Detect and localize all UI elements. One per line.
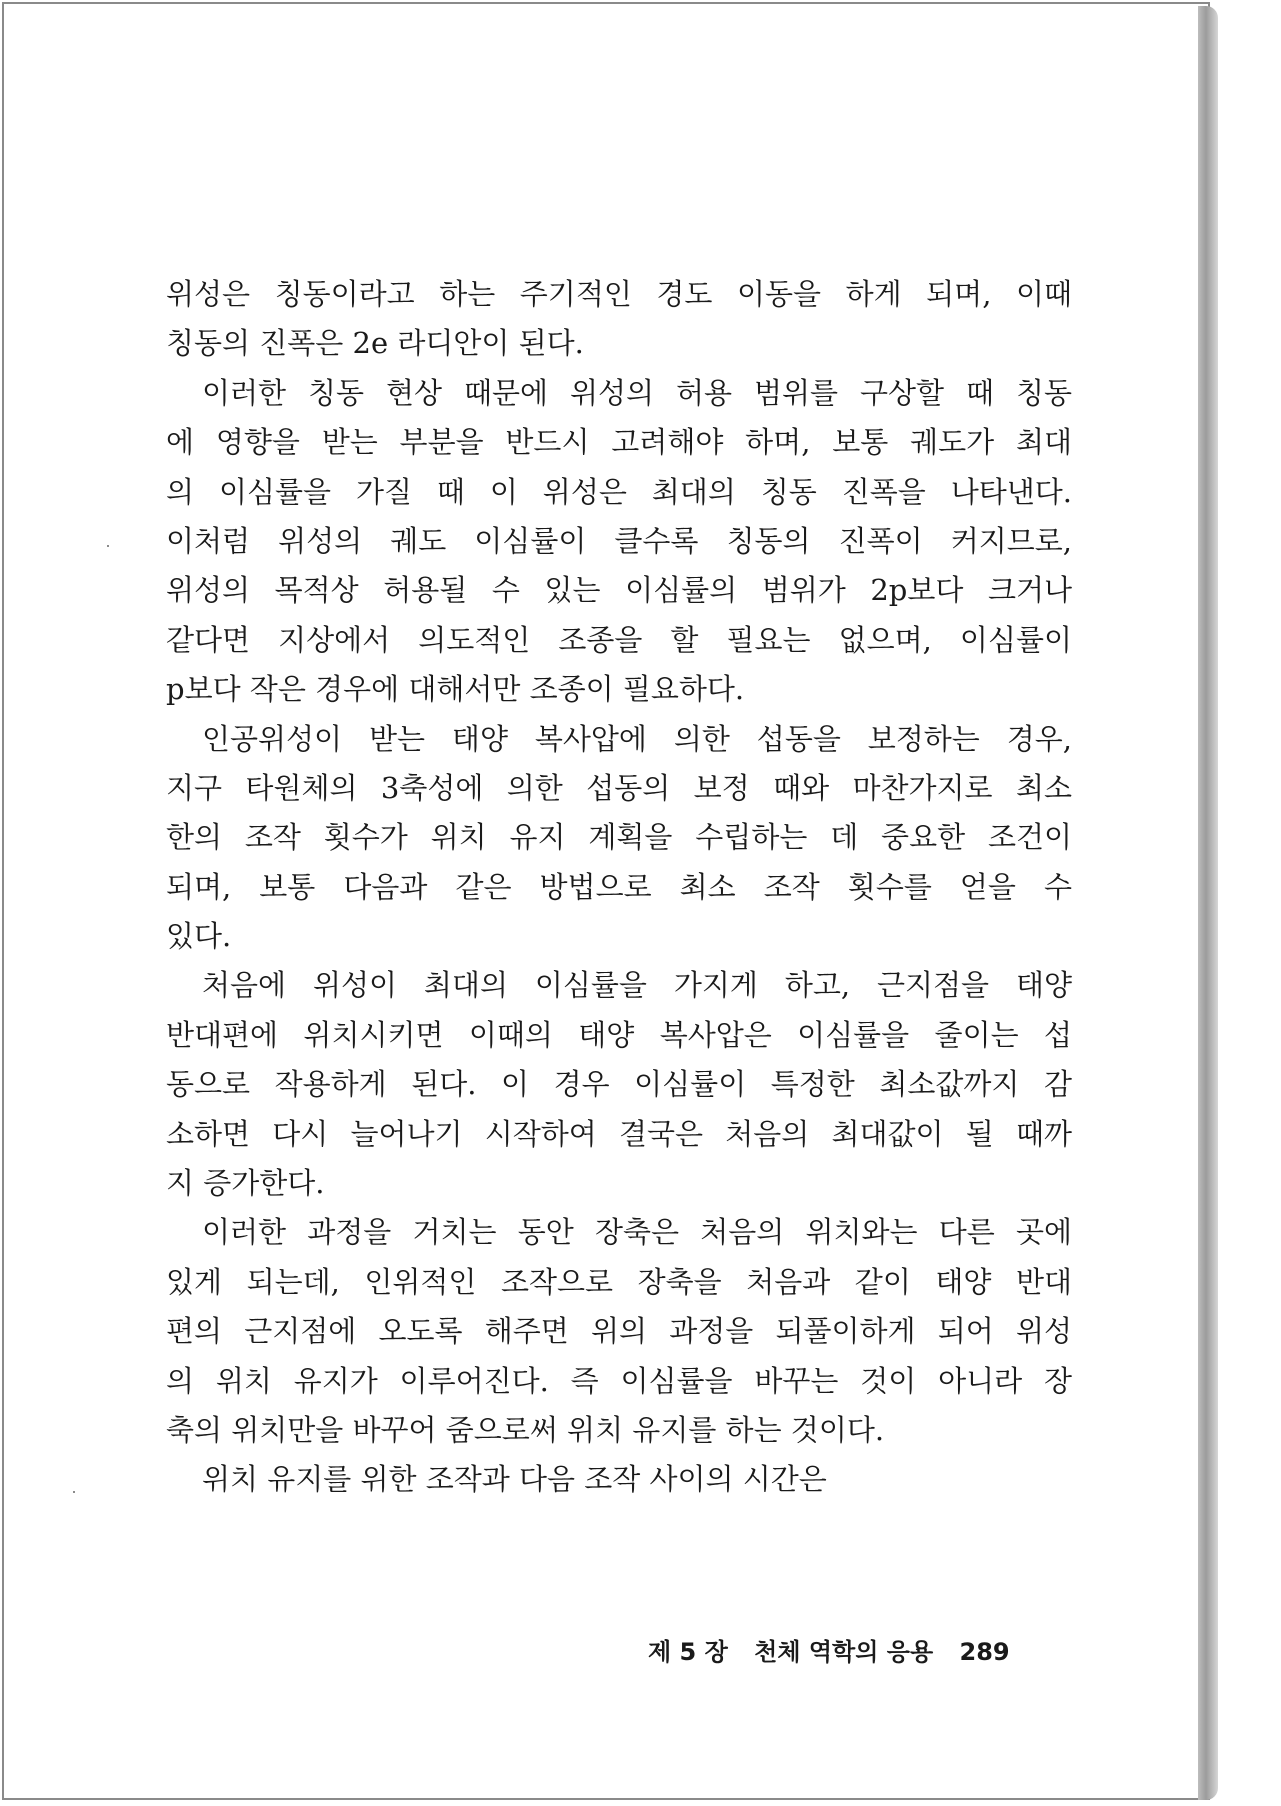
text-line: 반대편에 위치시키면 이때의 태양 복사압은 이심률을 줄이는 섭 [166,1017,1072,1052]
text-line: 동으로 작용하게 된다. 이 경우 이심률이 특정한 최소값까지 감 [166,1067,1072,1102]
text-line: 축의 위치만을 바꾸어 줌으로써 위치 유지를 하는 것이다. [166,1412,885,1447]
text-line: 위치 유지를 위한 조작과 다음 조작 사이의 시간은 [202,1462,827,1497]
text-line: 되며, 보통 다음과 같은 방법으로 최소 조작 횟수를 얻을 수 [166,869,1072,904]
text-line: 처음에 위성이 최대의 이심률을 가지게 하고, 근지점을 태양 [202,968,1072,1003]
text-line: 이러한 칭동 현상 때문에 위성의 허용 범위를 구상할 때 칭동 [202,375,1072,410]
page-curl-shadow [1198,6,1218,1800]
page-footer [648,1632,1028,1672]
text-line: 이러한 과정을 거치는 동안 장축은 처음의 위치와는 다른 곳에 [202,1215,1072,1250]
text-line: 인공위성이 받는 태양 복사압에 의한 섭동을 보정하는 경우, [202,721,1072,756]
text-line: 소하면 다시 늘어나기 시작하여 결국은 처음의 최대값이 될 때까 [166,1116,1072,1151]
text-line: p보다 작은 경우에 대해서만 조종이 필요하다. [166,672,745,707]
text-line: 한의 조작 횟수가 위치 유지 계획을 수립하는 데 중요한 조건이 [166,820,1072,855]
text-line: 지 증가한다. [166,1166,325,1201]
text-line: 의 위치 유지가 이루어진다. 즉 이심률을 바꾸는 것이 아니라 장 [166,1363,1072,1398]
text-line: 있다. [166,919,232,954]
scan-speck [73,1491,75,1493]
text-line: 위성은 칭동이라고 하는 주기적인 경도 이동을 하게 되며, 이때 [166,277,1072,311]
chapter-label: 제 5 장 [648,1638,728,1666]
chapter-title: 천체 역학의 응용 [754,1638,934,1666]
body-text [166,270,1072,1505]
text-line: 칭동의 진폭은 2e 라디안이 된다. [166,326,584,361]
text-line: 있게 되는데, 인위적인 조작으로 장축을 처음과 같이 태양 반대 [166,1264,1072,1299]
text-line: 이처럼 위성의 궤도 이심률이 클수록 칭동의 진폭이 커지므로, [166,523,1072,558]
text-line: 편의 근지점에 오도록 해주면 위의 과정을 되풀이하게 되어 위성 [166,1314,1072,1349]
scan-speck [107,545,109,547]
text-line: 의 이심률을 가질 때 이 위성은 최대의 칭동 진폭을 나타낸다. [166,474,1072,509]
page-number: 289 [959,1638,1010,1666]
text-line: 에 영향을 받는 부분을 반드시 고려해야 하며, 보통 궤도가 최대 [166,425,1072,460]
text-line: 지구 타원체의 3축성에 의한 섭동의 보정 때와 마찬가지로 최소 [166,770,1072,805]
text-line: 위성의 목적상 허용될 수 있는 이심률의 범위가 2p보다 크거나 [166,573,1072,608]
text-line: 같다면 지상에서 의도적인 조종을 할 필요는 없으며, 이심률이 [166,622,1072,657]
